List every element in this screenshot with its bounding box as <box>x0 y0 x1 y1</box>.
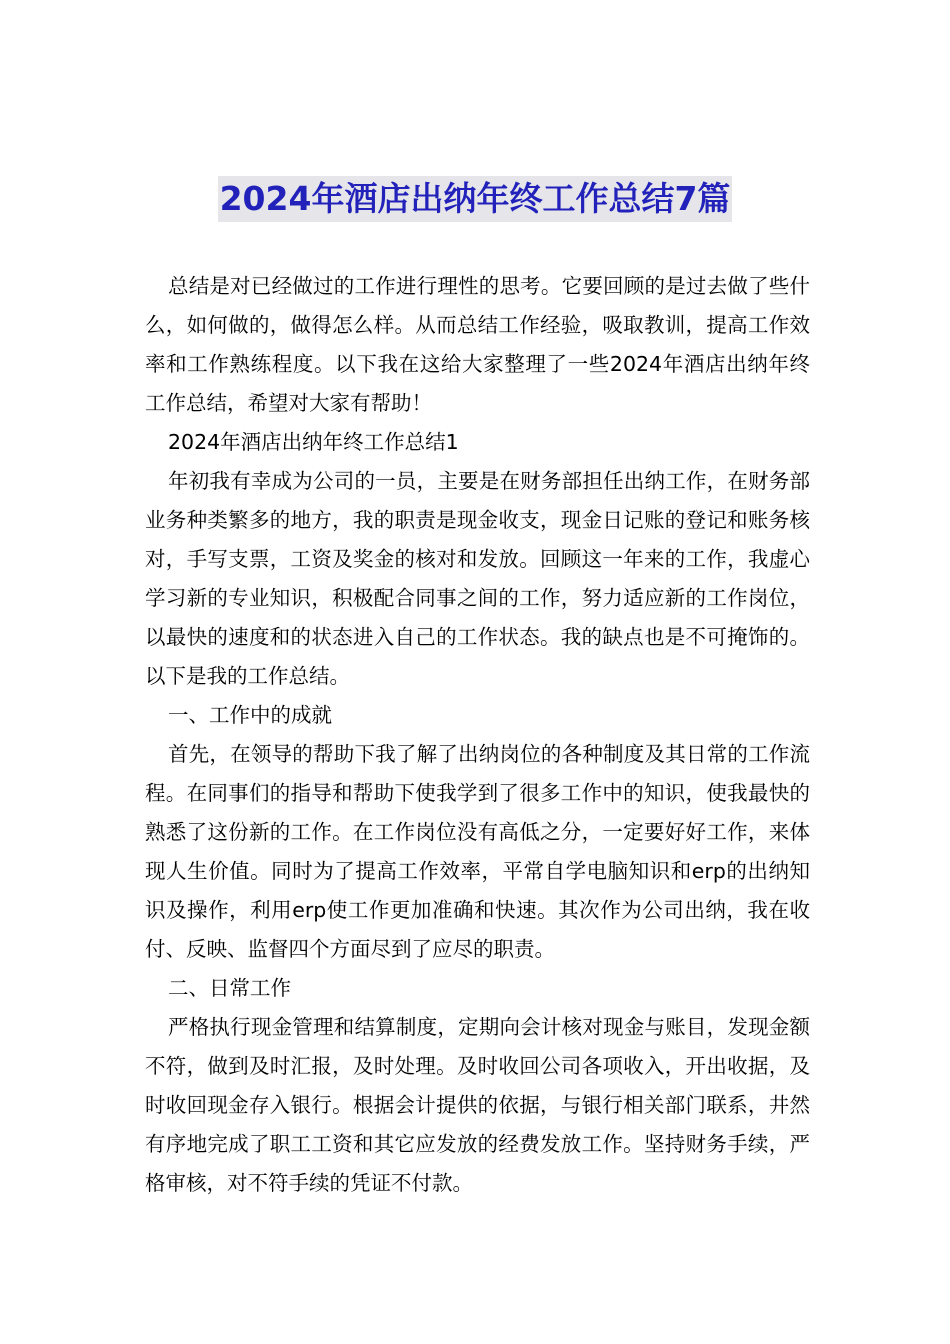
document-body <box>145 267 810 1203</box>
intro-paragraph: 总结是对已经做过的工作进行理性的思考。它要回顾的是过去做了些什么，如何做的，做得怎么样。从而总结工作经验，吸取教训，提高工作效率和工作熟练程度。以下我在这给大家整理了一些2024年酒店出纳年终工作总结，希望对大家有帮助！ <box>145 274 810 415</box>
document-title-block <box>0 176 950 222</box>
subheading-daily-work: 二、日常工作 <box>168 976 291 1000</box>
paragraph-1: 年初我有幸成为公司的一员，主要是在财务部担任出纳工作，在财务部业务种类繁多的地方，我的职责是现金收支，现金日记账的登记和账务核对，手写支票，工资及奖金的核对和发放。回顾这一年来的工作，我虚心学习新的专业知识，积极配合同事之间的工作，努力适应新的工作岗位，以最快的速度和的状态进入自己的工作状态。我的缺点也是不可掩饰的。以下是我的工作总结。 <box>145 469 810 688</box>
section-heading-1: 2024年酒店出纳年终工作总结1 <box>168 430 459 454</box>
document-title: 2024年酒店出纳年终工作总结7篇 <box>218 176 733 222</box>
paragraph-daily-work: 严格执行现金管理和结算制度，定期向会计核对现金与账目，发现金额不符，做到及时汇报，及时处理。及时收回公司各项收入，开出收据，及时收回现金存入银行。根据会计提供的依据，与银行相关部门联系，井然有序地完成了职工工资和其它应发放的经费发放工作。坚持财务手续，严格审核，对不符手续的凭证不付款。 <box>145 1015 810 1195</box>
paragraph-achievements: 首先，在领导的帮助下我了解了出纳岗位的各种制度及其日常的工作流程。在同事们的指导和帮助下使我学到了很多工作中的知识，使我最快的熟悉了这份新的工作。在工作岗位没有高低之分，一定要好好工作，来体现人生价值。同时为了提高工作效率，平常自学电脑知识和erp的出纳知识及操作，利用erp使工作更加准确和快速。其次作为公司出纳，我在收付、反映、监督四个方面尽到了应尽的职责。 <box>145 742 810 961</box>
subheading-achievements: 一、工作中的成就 <box>168 703 332 727</box>
